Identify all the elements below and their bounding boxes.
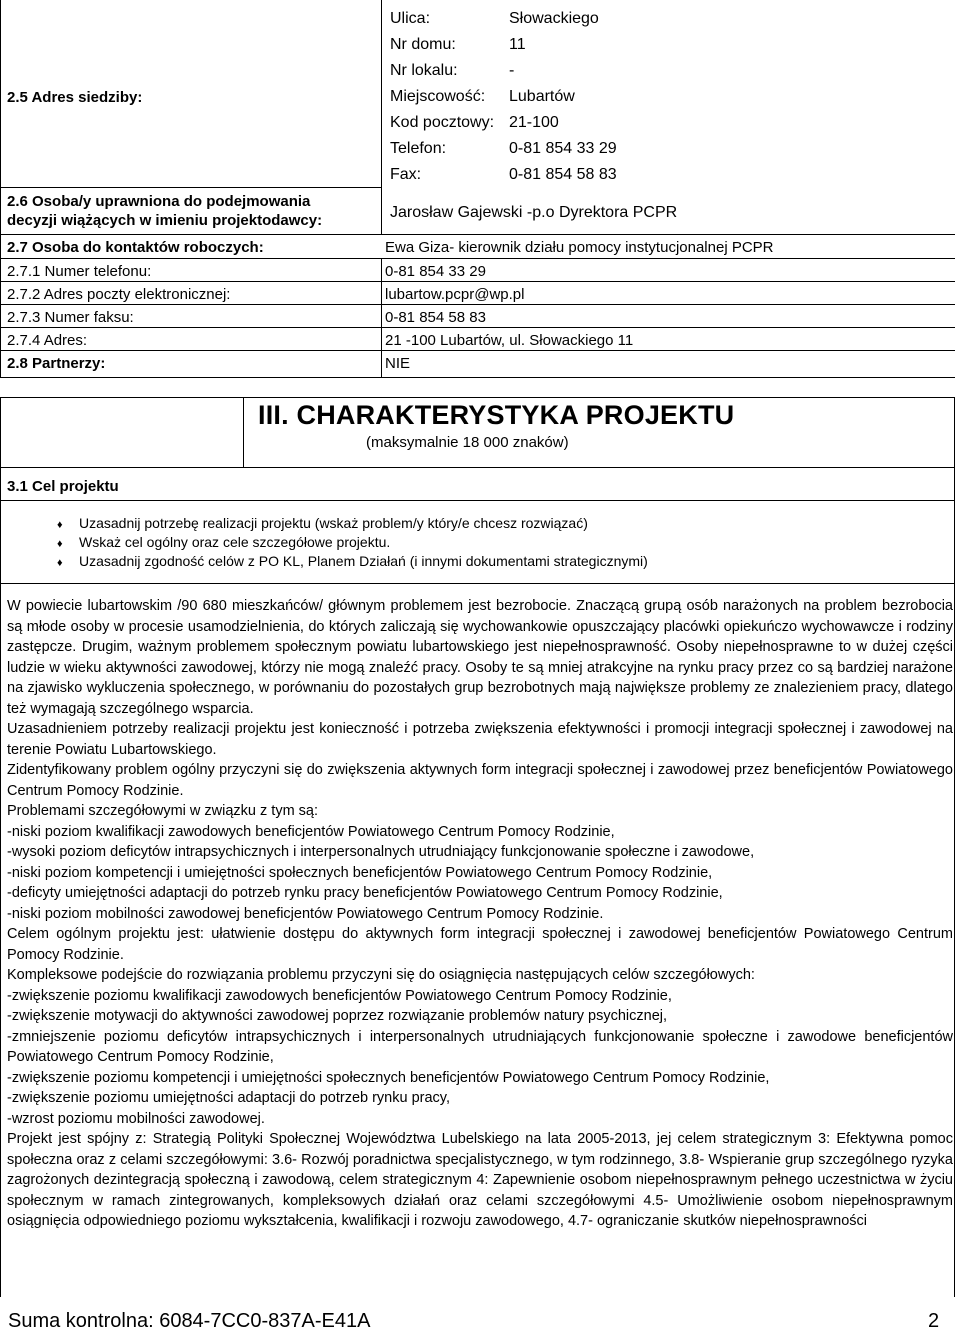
instruction-item: [57, 515, 588, 531]
contact-row-value: lubartow.pcpr@wp.pl: [385, 286, 525, 303]
instruction-text: Uzasadnij potrzebę realizacji projektu (wskaż problem/y który/e chcesz rozwiązać): [79, 515, 588, 531]
section-2-8-label: 2.8 Partnerzy:: [7, 355, 106, 372]
address-value: 21-100: [509, 114, 559, 131]
contact-row-value: 0-81 854 33 29: [385, 263, 486, 280]
paragraph: Celem ogólnym projektu jest: ułatwienie dostępu do aktywnych form integracji społecznej i zawodowej beneficjentów Powiatowego Centrum Pomocy Rodzinie.: [7, 926, 953, 963]
paragraph: -niski poziom kompetencji i umiejętności społecznych beneficjentów Powiatowego Centrum Pomocy Rodzinie,: [7, 864, 713, 881]
paragraph: -zwiększenie poziomu kwalifikacji zawodowych beneficjentów Powiatowego Centrum Pomocy Rodzinie,: [7, 987, 672, 1004]
section-2-5-label: 2.5 Adres siedziby:: [7, 89, 143, 106]
paragraph: -zwiększenie poziomu kompetencji i umiejętności społecznych beneficjentów Powiatowego Centrum Pomocy Rodzinie,: [7, 1069, 770, 1086]
contact-row-key: 2.7.4 Adres:: [7, 332, 88, 349]
paragraph: -zmniejszenie poziomu deficytów intrapsychicznych i interpersonalnych utrudniających funkcjonowanie społeczne i zawodowe beneficjentów Powiatowego Centrum Pomocy Rodzinie,: [7, 1028, 953, 1065]
address-key: Fax:: [390, 166, 422, 183]
paragraph: W powiecie lubartowskim /90 680 mieszkańców/ głównym problemem jest bezrobocie. Znaczącą grupą osób narażonych na problem bezrobocia są młode osoby w procesie usamodzielnienia, do których zaliczają się wychowankowie opuszczający placówki opiekuńczo wychowawcze i rodziny zastępcze. Drugim, ważnym problemem społecznym powiatu lubartowskiego jest niepełnosprawność. Osoby niepełnosprawne to w dużej części ludzie w wieku aktywności zawodowej, którzy nie mogą znaleźć pracy. Osoby te są mniej atrakcyjne na rynku pracy przez co są bardziej narażone na zjawisko wykluczenia społecznego, w porównaniu do pozostałych grup bezrobotnych mają największe problemy ze znalezieniem pracy, dlatego też wymagają szczególnego wsparcia.: [7, 598, 953, 717]
paragraph: Zidentyfikowany problem ogólny przyczyni się do zwiększenia aktywnych form integracji społecznej i zawodowej przez beneficjentów Powiatowego Centrum Pomocy Rodzinie.: [7, 762, 953, 799]
address-key: Telefon:: [390, 140, 447, 157]
section-2-7-label: 2.7 Osoba do kontaktów roboczych:: [7, 239, 264, 256]
instruction-text: Wskaż cel ogólny oraz cele szczegółowe projektu.: [79, 534, 391, 550]
paragraph: -niski poziom mobilności zawodowej beneficjentów Powiatowego Centrum Pomocy Rodzinie.: [7, 905, 604, 922]
paragraph: -wzrost poziomu mobilności zawodowej.: [7, 1110, 265, 1127]
address-key: Ulica:: [390, 10, 431, 27]
contact-row-key: 2.7.1 Numer telefonu:: [7, 263, 152, 280]
address-value: -: [509, 62, 515, 79]
address-value: Lubartów: [509, 88, 575, 105]
section-2-6-label-line2: decyzji wiążących w imieniu projektodawcy:: [7, 212, 323, 229]
paragraph: -deficyty umiejętności adaptacji do potrzeb rynku pracy beneficjentów Powiatowego Centrum Pomocy Rodzinie,: [7, 885, 723, 901]
instruction-text: Uzasadnij zgodność celów z PO KL, Planem Działań (i innymi dokumentami strategicznymi): [79, 553, 648, 569]
paragraph: Uzasadnieniem potrzeby realizacji projektu jest konieczność i potrzeba zwiększenia efektywności i promocji integracji społecznej i zawodowej na terenie Powiatu Lubartowskiego.: [7, 721, 953, 758]
paragraph: Projekt jest spójny z: Strategią Polityki Społecznej Województwa Lubelskiego na lata 2005-2013, jej celem strategicznym 3: Efektywna pomoc społeczna oraz z celami szczegółowymi: 3.6- Rozwój poradnictwa specjalistycznego, w tym rodzinnego, 3.8- Wspieranie grup szczególnego ryzyka zagrożonych dezintegracją społeczną i zawodową, celem strategicznym 4: Zapewnienie osobom niepełnosprawnym pełnego uczestnictwa w życiu społecznym w ramach zintegrowanych, kompleksowych działań oraz celami szczegółowymi 4.5- Umożliwienie osobom niepełnosprawnym osiągnięcia odpowiedniego poziomu wykształcenia, kwalifikacji i rozwoju zawodowego, 4.7- ograniczanie skutków niepełnosprawności: [7, 1131, 953, 1229]
diamond-icon: ♦: [57, 538, 63, 550]
partners-value: NIE: [385, 355, 411, 372]
contact-row-key: 2.7.3 Numer faksu:: [7, 309, 134, 326]
contact-row-value: 21 -100 Lubartów, ul. Słowackiego 11: [385, 332, 634, 349]
authorized-person: Jarosław Gajewski -p.o Dyrektora PCPR: [390, 204, 678, 221]
paragraph: -zwiększenie motywacji do aktywności zawodowej poprzez rozwiązanie problemów natury psychicznej,: [7, 1008, 668, 1024]
paragraph: -zwiększenie poziomu umiejętności adaptacji do potrzeb rynku pracy,: [7, 1090, 451, 1106]
instruction-item: [57, 534, 390, 550]
address-value: 0-81 854 58 83: [509, 166, 617, 183]
part-title: III. CHARAKTERYSTYKA PROJEKTU: [258, 400, 735, 430]
paragraph: Kompleksowe podejście do rozwiązania problemu przyczyni się do osiągnięcia następujących celów szczegółowych:: [7, 967, 755, 983]
paragraph: -niski poziom kwalifikacji zawodowych beneficjentów Powiatowego Centrum Pomocy Rodzinie,: [7, 823, 615, 840]
address-key: Miejscowość:: [390, 88, 486, 105]
checksum: Suma kontrolna: 6084-7CC0-837A-E41A: [8, 1310, 371, 1332]
section-2-6-label-line1: 2.6 Osoba/y uprawniona do podejmowania: [7, 193, 311, 210]
diamond-icon: ♦: [57, 519, 63, 531]
address-value: 11: [509, 36, 526, 53]
address-key: Nr lokalu:: [390, 62, 458, 79]
part-subtitle: (maksymalnie 18 000 znaków): [366, 434, 569, 451]
contact-row-value: 0-81 854 58 83: [385, 309, 486, 326]
address-value: Słowackiego: [509, 10, 599, 27]
address-key: Kod pocztowy:: [390, 114, 495, 131]
project-justification-text: [7, 596, 953, 1232]
contact-row-key: 2.7.2 Adres poczty elektronicznej:: [7, 286, 231, 303]
address-key: Nr domu:: [390, 36, 456, 53]
contact-person: Ewa Giza- kierownik działu pomocy instytucjonalnej PCPR: [385, 239, 774, 256]
instruction-item: [57, 553, 648, 569]
address-value: 0-81 854 33 29: [509, 140, 617, 157]
page-number: 2: [928, 1310, 940, 1332]
paragraph: Problemami szczegółowymi w związku z tym są:: [7, 803, 319, 819]
paragraph: -wysoki poziom deficytów intrapsychicznych i interpersonalnych utrudniający funkcjonowanie społeczne i zawodowe,: [7, 844, 755, 860]
diamond-icon: ♦: [57, 557, 63, 569]
section-3-1-label: 3.1 Cel projektu: [7, 478, 119, 495]
